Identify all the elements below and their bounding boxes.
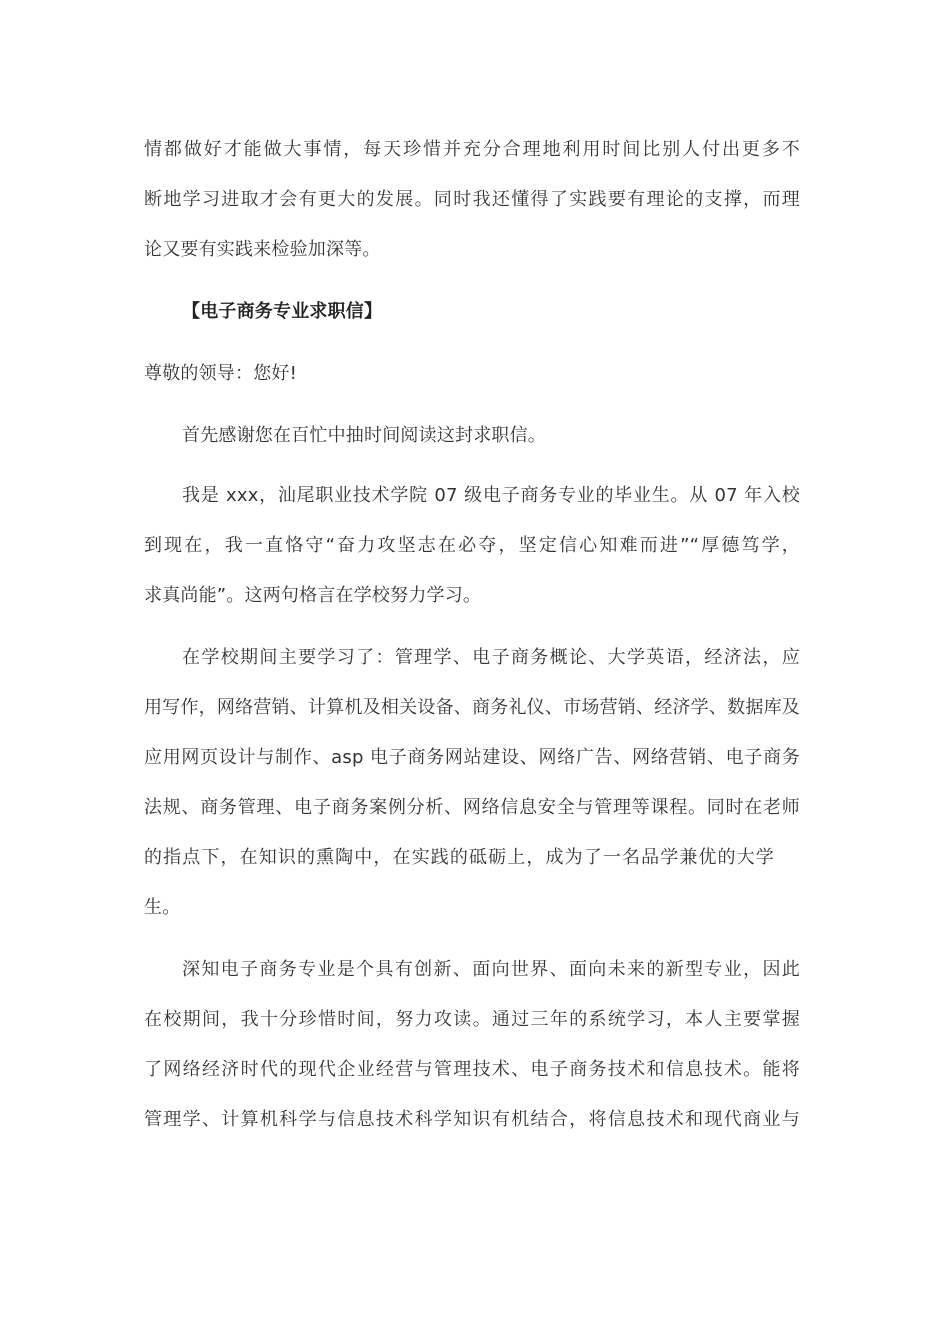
text-line: 求真尚能”。这两句格言在学校努力学习。 [144,585,482,606]
text-line: 深知电子商务专业是个具有创新、面向世界、面向未来的新型专业，因此 [182,959,800,980]
text-line: 应用网页设计与制作、asp 电子商务网站建设、网络广告、网络营销、电子商务 [144,747,800,768]
text-line: 断地学习进取才会有更大的发展。同时我还懂得了实践要有理论的支撑，而理 [144,189,800,210]
text-line: 了网络经济时代的现代企业经营与管理技术、电子商务技术和信息技术。能将 [144,1059,800,1080]
section-heading: 【电子商务专业求职信】 [182,301,383,322]
salutation: 尊敬的领导：您好! [144,363,298,384]
text-line: 我是 xxx，汕尾职业技术学院 07 级电子商务专业的毕业生。从 07 年入校 [182,485,800,506]
text-line: 情都做好才能做大事情，每天珍惜并充分合理地利用时间比别人付出更多不 [144,139,800,160]
paragraph-thanks: 首先感谢您在百忙中抽时间阅读这封求职信。 [182,425,546,446]
text-line: 论又要有实践来检验加深等。 [144,239,381,260]
text-line: 管理学、计算机科学与信息技术科学知识有机结合，将信息技术和现代商业与 [144,1109,800,1130]
text-line: 用写作，网络营销、计算机及相关设备、商务礼仪、市场营销、经济学、数据库及 [144,697,800,718]
text-line: 法规、商务管理、电子商务案例分析、网络信息安全与管理等课程。同时在老师 [144,797,800,818]
text-line: 在校期间，我十分珍惜时间，努力攻读。通过三年的系统学习，本人主要掌握 [144,1009,800,1030]
text-line: 到现在，我一直恪守“奋力攻坚志在必夺，坚定信心知难而进”“厚德笃学， [144,535,800,556]
text-line: 的指点下，在知识的熏陶中，在实践的砥砺上，成为了一名品学兼优的大学 [144,847,774,868]
text-line: 生。 [144,897,181,918]
text-line: 在学校期间主要学习了：管理学、电子商务概论、大学英语，经济法，应 [182,647,800,668]
